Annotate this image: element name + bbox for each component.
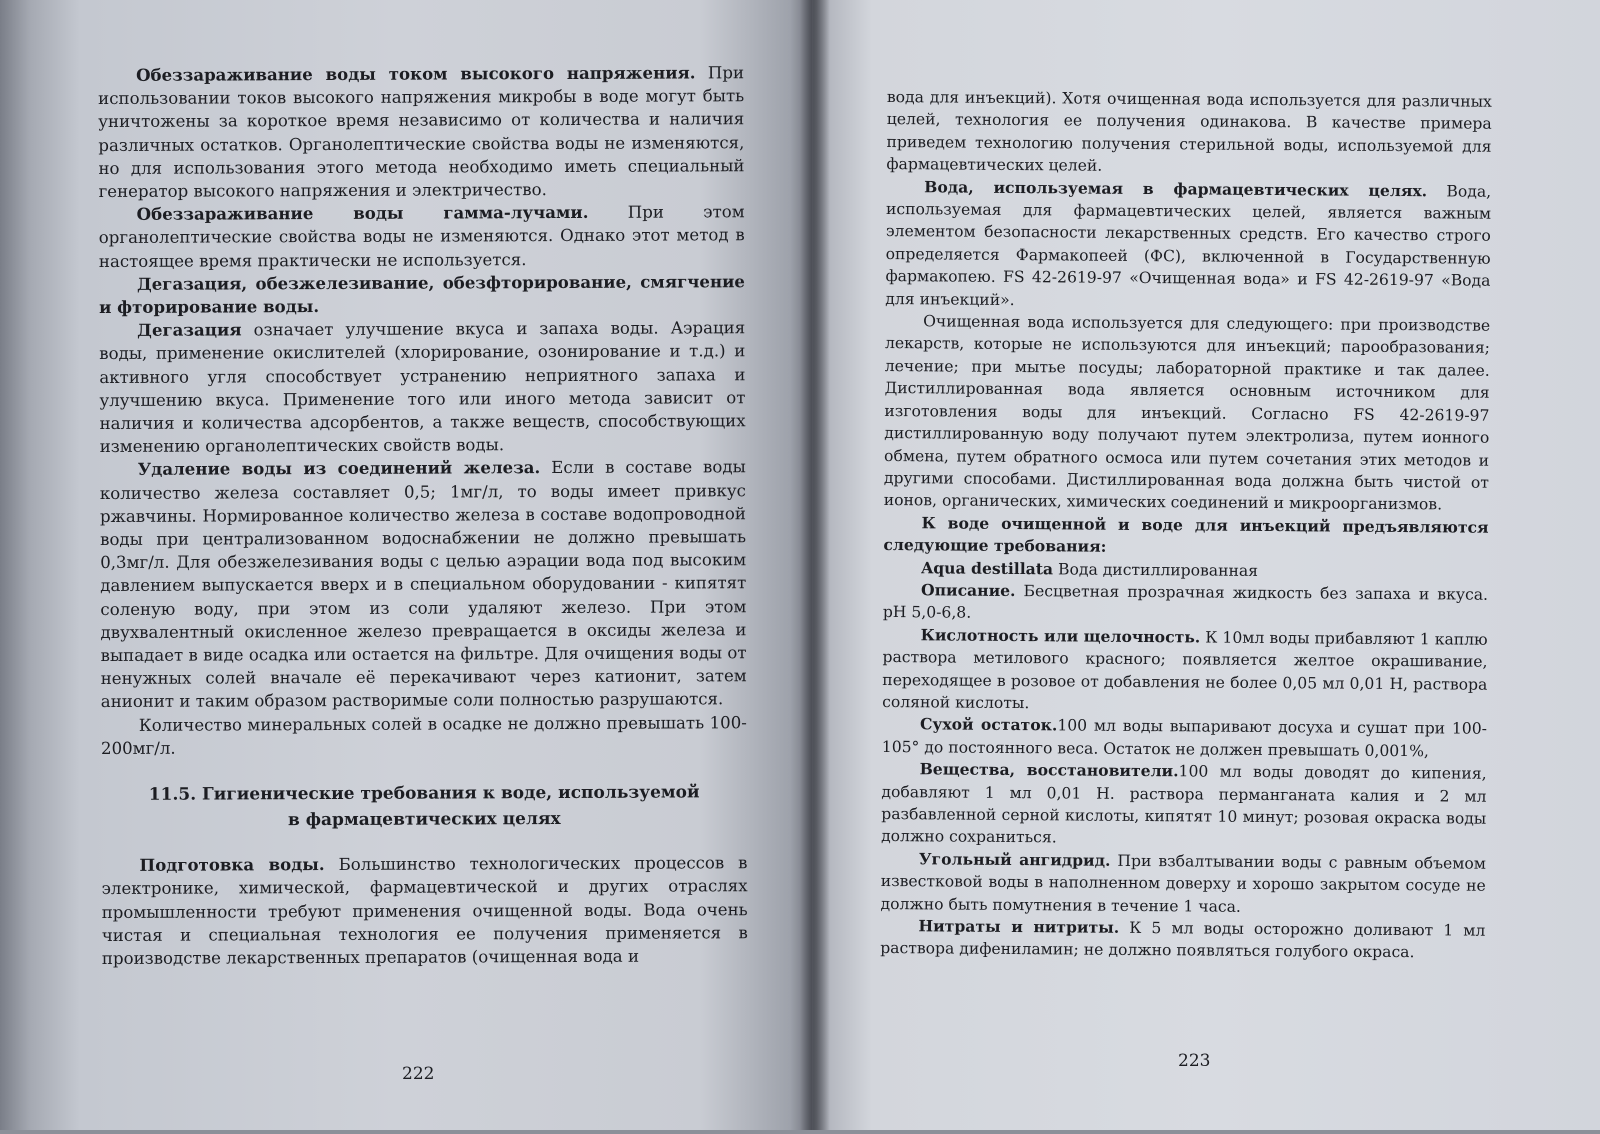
paragraph-text: 100 мл воды выпаривают досуха и сушат при 100-105° до постоянного веса. Остаток не должен превышать 0,001%,: [881, 716, 1488, 761]
paragraph: [880, 915, 1485, 965]
paragraph: [880, 848, 1486, 920]
paragraph: [98, 61, 745, 203]
paragraph-text: К 5 мл воды осторожно доливают 1 мл раствора дифениламин; не должно появляться голубого окраса.: [880, 918, 1486, 962]
paragraph-text: Вода дистиллированная: [1053, 559, 1259, 580]
paragraph-lead: Нитраты и нитриты.: [918, 916, 1120, 937]
paragraph: [99, 316, 746, 458]
paragraph-text: Если в составе воды количество железа составляет 0,5; 1мг/л, то воды имеет привкус ржавчины. Нормированное количество железа в составе водопроводной воды при централизованном водоснабжении не должно превышать 0,3мг/л. Для обезжелезивания воды с целью аэрации вода под высоким давлением выпускается вверх и в специальном оборудовании - кипятят соленую воду, при этом из соли удаляют железо. При этом двухвалентный окисленное железо превращается в оксиды железа и выпадает в виде осадка или остается на фильтре. Для очищения воды от ненужных солей вначале её перекачивают через катионит, затем анионит и таким образом растворимые соли полностью разрушаются.: [99, 457, 747, 712]
section-heading-line: в фармацевтических целях: [287, 809, 561, 831]
page-number: 222: [402, 1064, 435, 1084]
paragraph-lead: Кислотность или щелочность.: [920, 625, 1201, 647]
paragraph-lead: К воде очищенной и воде для инъекций предъявляются следующие требования:: [883, 513, 1489, 556]
paragraph-text: означает улучшение вкуса и запаха воды. Аэрация воды, применение окислителей (хлорирование, озонирование и т.д.) и активного угля способствует устранению неприятного запаха и улучшению вкуса. Применение того или иного метода зависит от наличия и количества адсорбентов, а также веществ, способствующих изменению органолептических свойств воды.: [99, 318, 746, 457]
paragraph: [99, 270, 745, 319]
paragraph-text: К 10мл воды прибавляют 1 каплю раствора метилового красного; появляется желтое окрашивание, переходящее в розовое от добавления не более 0,05 мл 0,01 Н, раствора соляной кислоты.: [882, 628, 1488, 713]
section-heading-line: 11.5. Гигиенические требования к воде, используемой: [148, 782, 700, 805]
paragraph-lead: Обеззараживание воды током высокого напряжения.: [136, 62, 696, 85]
paragraph-text: Количество минеральных солей в осадке не должно превышать 100-200мг/л.: [100, 712, 747, 758]
paragraph: [883, 579, 1488, 629]
paragraph: [882, 713, 1487, 763]
book-gutter-shadow: [800, 0, 830, 1134]
paragraph-lead: Дегазация: [137, 319, 242, 341]
paragraph-text: Вода, используемая для фармацевтических целей, является важным элементом безопасности лекарственных средств. Его качество строго определяется Фармакопеей (ФС), включенной в Государственную фармакопею. FS 42-2619-97 «Очищенная вода» и FS 42-2619-97 «Вода для инъекций».: [885, 181, 1492, 309]
paragraph: [882, 624, 1488, 718]
paragraph-lead: Сухой остаток.: [919, 714, 1058, 735]
paragraph-lead: Описание.: [920, 580, 1016, 600]
paragraph-lead: Дегазация, обезжелезивание, обезфторирование, смягчение и фторирование воды.: [99, 271, 745, 318]
paragraph-text: Большинство технологических процессов в электронике, химической, фармацевтической и других отраслях промышленности требуют применения очищенной воды. Вода очень чистая и специальная технология ее получения применяется в производстве лекарственных препаратов (очищенная вода и: [101, 853, 748, 968]
paragraph-lead: Обеззараживание воды гамма-лучами.: [136, 202, 589, 225]
table-surface-edge: [0, 1130, 1600, 1134]
paragraph-text: 100 мл воды доводят до кипения, добавляют 1 мл 0,01 Н. раствора перманганата калия и 2 мл разбавленной серной кислоты, кипятят 10 минут; розовая окраска воды должно сохраниться.: [881, 762, 1487, 847]
paragraph-text: При использовании токов высокого напряжения микробы в воде могут быть уничтожены за короткое время независимо от количества и наличия различных остатков. Органолептические свойства воды не изменяются, но для использования этого метода необходимо иметь специальный генератор высокого напряжения и электричество.: [98, 63, 745, 202]
paragraph: [100, 456, 747, 714]
paragraph-text: При этом органолептические свойства воды не изменяются. Однако этот метод в настоящее время практически не используется.: [98, 202, 745, 271]
paragraph-text: Бесцветная прозрачная жидкость без запаха и вкуса. pH 5,0-6,8.: [882, 581, 1489, 623]
paragraph-text: При взбалтывании воды с равным объемом известковой воды в наполненном доверху и хорошо закрытом сосуде не должно быть помутнения в течение 1 часа.: [880, 851, 1486, 916]
paragraph: [101, 851, 748, 970]
paragraph-lead: Подготовка воды.: [139, 854, 325, 875]
paragraph-lead: Угольный ангидрид.: [918, 849, 1111, 870]
paragraph-lead: Удаление воды из соединений железа.: [137, 457, 541, 480]
left-page-body: [98, 61, 748, 970]
paragraph: [884, 310, 1491, 516]
paragraph-lead: Вода, используемая в фармацевтических целях.: [924, 176, 1428, 200]
paragraph-text: Очищенная вода используется для следующего: при производстве лекарств, которые не используются для инъекций; парообразования; лечение; при мытье посуды; лабораторной практике и так далее. Дистиллированная вода является основным источником для изготовления воды для инъекций. Согласно FS 42-2619-97 дистиллированную воду получают путем электролиза, путем ионного обмена, путем обратного осмоса или путем сочетания этих методов и другими способами. Дистиллированная вода должна быть чистой от ионов, органических, химических соединений и микроорганизмов.: [883, 312, 1491, 514]
page-number: 223: [1178, 1051, 1211, 1071]
paragraph: [101, 711, 747, 760]
paragraph: [885, 176, 1491, 315]
section-heading: [101, 779, 747, 834]
paragraph: [99, 200, 745, 272]
paragraph: [883, 512, 1488, 562]
paragraph-lead: Aqua destillata: [921, 557, 1054, 578]
paragraph: [881, 758, 1487, 852]
right-page-body: [880, 86, 1492, 965]
paragraph-lead: Вещества, восстановители.: [919, 759, 1179, 781]
paragraph: вода для инъекций). Хотя очищенная вода используется для различных целей, технология ее получения одинакова. В качестве примера приведем технологию получения стерильной воды, используемой для фармацевтических целей.: [886, 87, 1492, 175]
